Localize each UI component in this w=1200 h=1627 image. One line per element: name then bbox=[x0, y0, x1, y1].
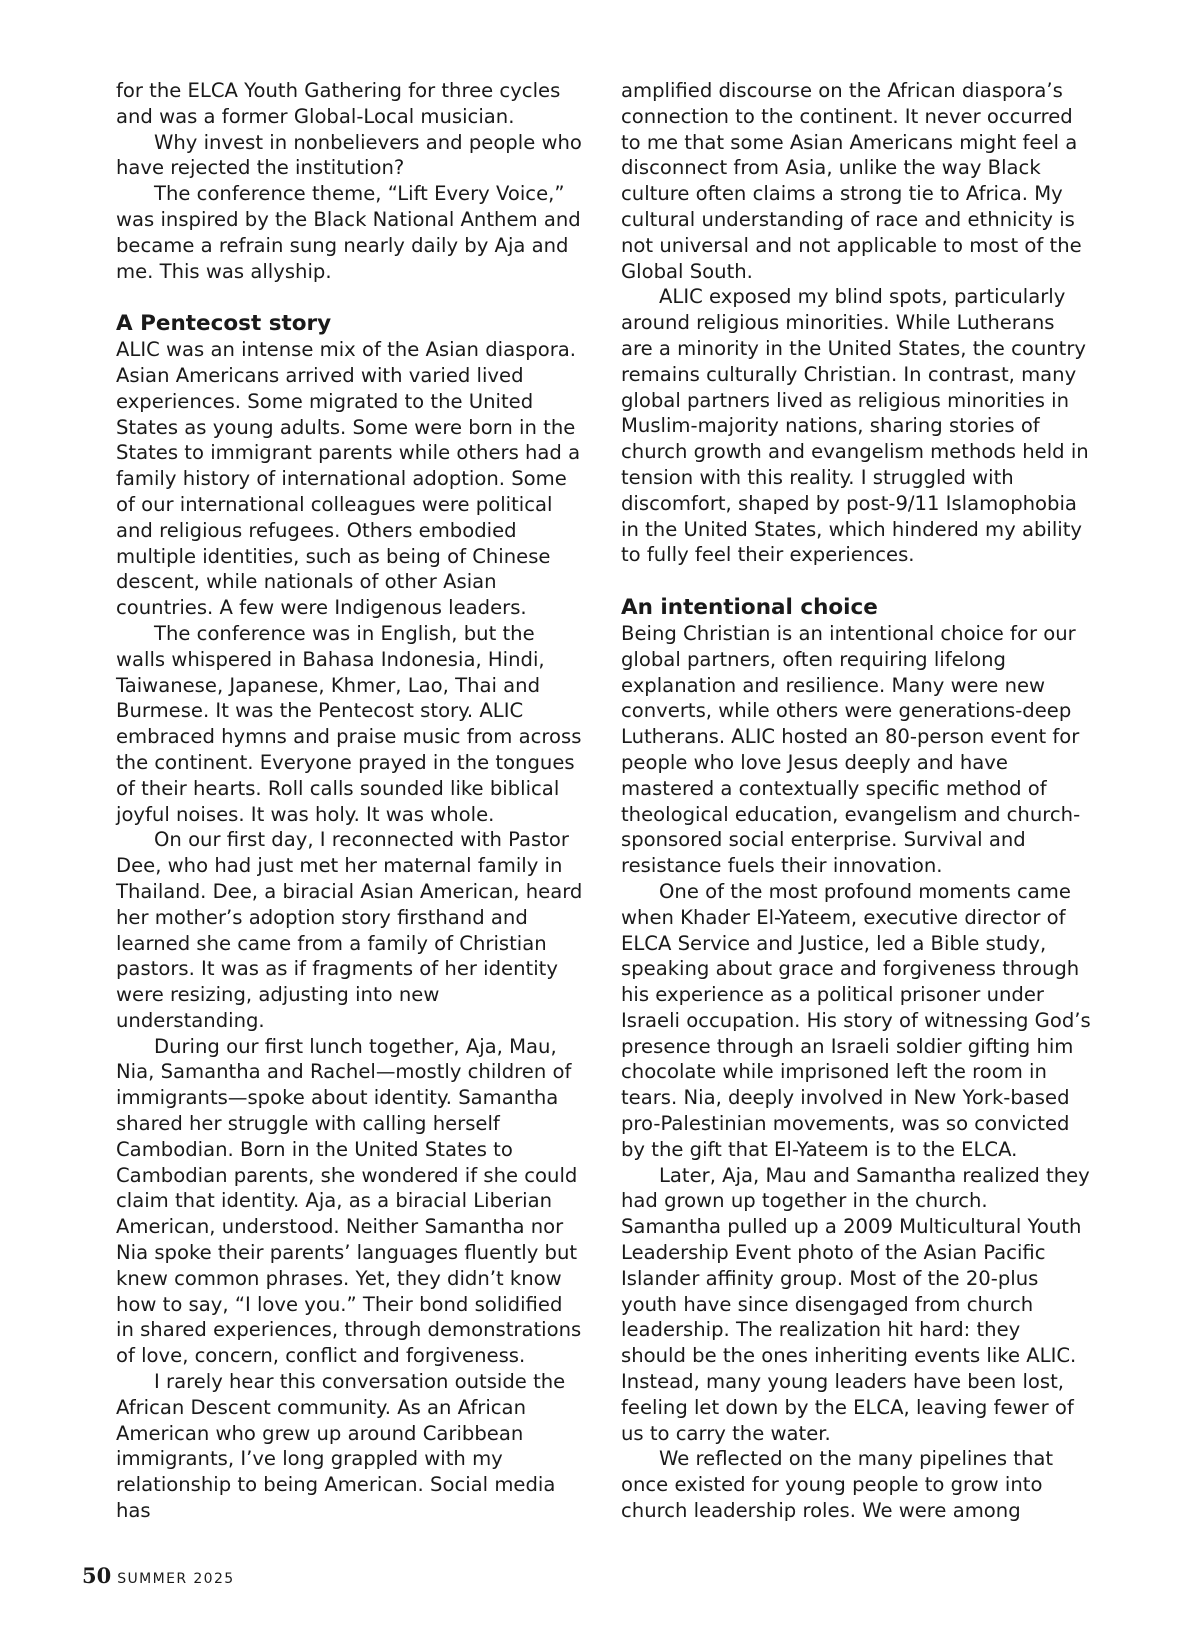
paragraph: Later, Aja, Mau and Samantha realized they had grown up together in the church. Samantha pulled up a 2009 Multicultural Youth Leadership Event photo of the Asian Pacific Islander affinity group. Most of the 20-plus youth have since disengaged from church leadership. The realization hit hard: they should be the ones inheriting events like ALIC. Instead, many young leaders have been lost, feeling let down by the ELCA, leaving fewer of us to carry the water. bbox=[621, 1163, 1090, 1445]
paragraph: ALIC was an intense mix of the Asian diaspora. Asian Americans arrived with varied lived experiences. Some migrated to the United States as young adults. Some were born in the States to immigrant parents while others had a family history of international adoption. Some of our international colleagues were political and religious refugees. Others embodied multiple identities, such as being of Chinese descent, while nationals of other Asian countries. A few were Indigenous leaders. bbox=[116, 338, 581, 620]
paragraph: During our first lunch together, Aja, Mau, Nia, Samantha and Rachel—mostly children of immigrants—spoke about identity. Samantha shared her struggle with calling herself Cambodian. Born in the United States to Cambodian parents, she wondered if she could claim that identity. Aja, as a biracial Liberian American, understood. Neither Samantha nor Nia spoke their parents’ languages fluently but knew common phrases. Yet, they didn’t know how to say, “I love you.” Their bond solidified in shared experiences, through demonstrations of love, concern, conflict and forgiveness. bbox=[116, 1034, 582, 1368]
paragraph: On our first day, I reconnected with Pastor Dee, who had just met her maternal family in Thailand. Dee, a biracial Asian American, heard her mother’s adoption story firsthand and learned she came from a family of Christian pastors. It was as if fragments of her identity were resizing, adjusting into new understanding. bbox=[116, 828, 583, 1032]
section-heading: A Pentecost story bbox=[116, 311, 332, 337]
paragraph: The conference theme, “Lift Every Voice,” was inspired by the Black National Anthem and became a refrain sung nearly daily by Aja and me. This was allyship. bbox=[116, 182, 581, 283]
paragraph: Being Christian is an intentional choice for our global partners, often requiring lifelong explanation and resilience. Many were new converts, while others were generations-deep Lutherans. ALIC hosted an 80-person event for people who love Jesus deeply and have mastered a contextually specific method of theological education, evangelism and church-sponsored social enterprise. Survival and resistance fuels their innovation. bbox=[621, 621, 1081, 878]
paragraph: Why invest in nonbelievers and people who have rejected the institution? bbox=[116, 130, 582, 180]
paragraph: ALIC exposed my blind spots, particularly around religious minorities. While Lutherans are a minority in the United States, the country remains culturally Christian. In contrast, many global partners lived as religious minorities in Muslim-majority nations, sharing stories of church growth and evangelism methods held in tension with this reality. I struggled with discomfort, shaped by post-9/11 Islamophobia in the United States, which hindered my ability to fully feel their experiences. bbox=[621, 285, 1089, 567]
page-footer bbox=[82, 1563, 235, 1588]
section-heading: An intentional choice bbox=[621, 594, 878, 620]
issue-label: SUMMER 2025 bbox=[117, 1571, 235, 1587]
section-spacer bbox=[116, 284, 586, 310]
section-spacer bbox=[621, 568, 1091, 594]
page-number: 50 bbox=[82, 1563, 112, 1588]
paragraph: We reflected on the many pipelines that once existed for young people to grow into church leadership roles. We were among bbox=[621, 1447, 1054, 1523]
left-column bbox=[116, 78, 586, 1524]
paragraph: The conference was in English, but the walls whispered in Bahasa Indonesia, Hindi, Taiwanese, Japanese, Khmer, Lao, Thai and Burmese. It was the Pentecost story. ALIC embraced hymns and praise music from across the continent. Everyone prayed in the tongues of their hearts. Roll calls sounded like biblical joyful noises. It was holy. It was whole. bbox=[116, 621, 582, 826]
paragraph: One of the most profound moments came when Khader El-Yateem, executive director of ELCA Service and Justice, led a Bible study, speaking about grace and forgiveness through his experience as a political prisoner under Israeli occupation. His story of witnessing God’s presence through an Israeli soldier gifting him chocolate while imprisoned left the room in tears. Nia, deeply involved in New York-based pro-Palestinian movements, was so convicted by the gift that El-Yateem is to the ELCA. bbox=[621, 879, 1091, 1161]
paragraph: I rarely hear this conversation outside the African Descent community. As an African American who grew up around Caribbean immigrants, I’ve long grappled with my relationship to being American. Social media has bbox=[116, 1370, 566, 1523]
right-column bbox=[621, 78, 1091, 1524]
paragraph: amplified discourse on the African diaspora’s connection to the continent. It never occurred to me that some Asian Americans might feel a disconnect from Asia, unlike the way Black culture often claims a strong tie to Africa. My cultural understanding of race and ethnicity is not universal and not applicable to most of the Global South. bbox=[621, 79, 1082, 283]
paragraph: for the ELCA Youth Gathering for three cycles and was a former Global-Local musician. bbox=[116, 79, 561, 128]
